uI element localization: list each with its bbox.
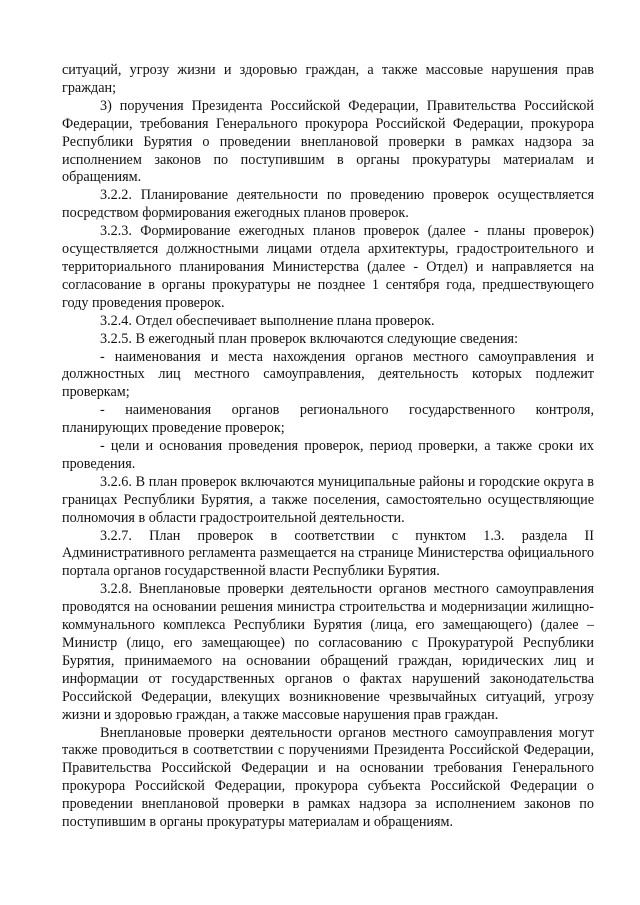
paragraph-8: - цели и основания проведения проверок, период проверки, а также сроки их проведения.: [62, 438, 594, 472]
paragraph-7: - наименования органов регионального государственного контроля, планирующих проведение проверок;: [62, 402, 594, 437]
paragraph-6: - наименования и места нахождения органов местного самоуправления и должностных лиц местного самоуправления, деятельность которых подлежит проверкам;: [62, 348, 594, 401]
paragraph-3: 3.2.3. Формирование ежегодных планов проверок (далее - планы проверок) осуществляется должностными лицами отдела архитектуры, градостроительного и территориального планирования Министерства (далее - Отдел) и направляется на согласование в органы прокуратуры не позднее 1 сентября года, предшествующего году проведения проверок.: [62, 223, 594, 311]
paragraph-12: Внеплановые проверки деятельности органов местного самоуправления могут также проводиться в соответствии с поручениями Президента Российской Федерации, Правительства Российской Федерации и на основании требования Генерального прокурора Российской Федерации, прокурора субъекта Российской Федерации о проведении внеплановой проверки в рамках надзора за исполнением законов по поступившим в органы прокуратуры материалам и обращениям.: [62, 724, 594, 831]
paragraph-10: 3.2.7. План проверок в соответствии с пунктом 1.3. раздела II Административного регламента размещается на странице Министерства официального портала органов государственной власти Республики Бурятия.: [62, 527, 594, 580]
paragraph-1: 3) поручения Президента Российской Федерации, Правительства Российской Федерации, требования Генерального прокурора Российской Федерации, прокурора Республики Бурятия о проведении внеплановой проверки в рамках надзора за исполнением законов по поступившим в органы прокуратуры материалам и обращениям.: [62, 97, 594, 186]
paragraph-11: 3.2.8. Внеплановые проверки деятельности органов местного самоуправления проводятся на основании решения министра строительства и модернизации жилищно-коммунального комплекса Республики Бурятия (лица, его замещающего) (далее – Министр (лицо, его замещающее) по согласованию с Прокуратурой Республики Бурятия, принимаемого на основании обращений граждан, юридических лиц и информации от государственных органов о фактах нарушений законодательства Российской Федерации, влекущих возникновение чрезвычайных ситуаций, угрозу жизни и здоровью граждан, а также массовые нарушения прав граждан.: [62, 581, 594, 723]
paragraph-9: 3.2.6. В план проверок включаются муниципальные районы и городские округа в границах Республики Бурятия, а также поселения, самостоятельно осуществляющие полномочия в области градостроительной деятельности.: [62, 473, 594, 526]
paragraph-4: 3.2.4. Отдел обеспечивает выполнение плана проверок.: [100, 312, 435, 329]
document-body: [62, 62, 594, 832]
paragraph-5: 3.2.5. В ежегодный план проверок включаются следующие сведения:: [100, 330, 519, 347]
paragraph-0: ситуаций, угрозу жизни и здоровью граждан, а также массовые нарушения прав граждан;: [62, 62, 594, 96]
paragraph-2: 3.2.2. Планирование деятельности по проведению проверок осуществляется посредством формирования ежегодных планов проверок.: [62, 187, 594, 222]
